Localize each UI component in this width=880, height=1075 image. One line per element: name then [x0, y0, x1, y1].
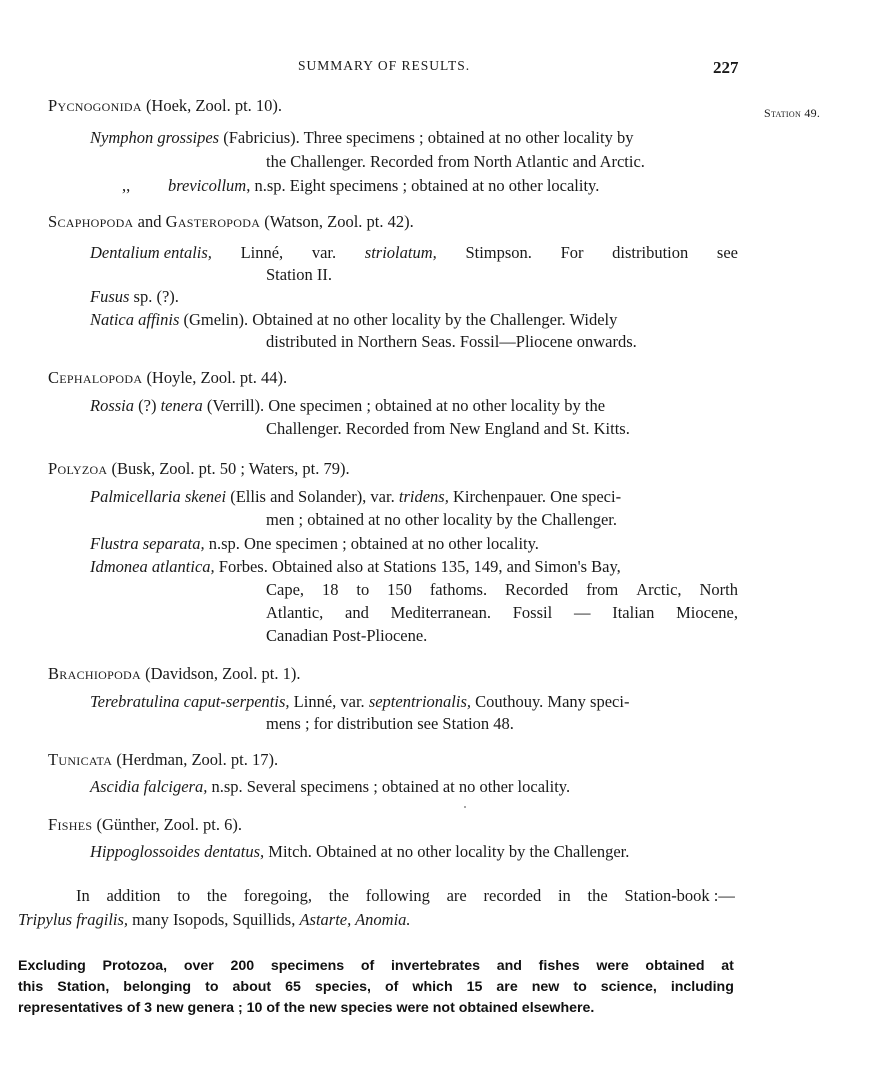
conjunction: and [133, 212, 166, 231]
word: North [699, 580, 738, 599]
scaphopoda-heading [48, 212, 414, 232]
word: following [365, 886, 430, 905]
entry-line: Canadian Post-Pliocene. [266, 626, 428, 645]
species-name: brevicollum [168, 176, 247, 195]
reference: (Davidson, Zool. pt. 1). [140, 664, 301, 683]
word: Atlantic, [266, 603, 324, 622]
species-name: Rossia [90, 396, 135, 415]
species-name: Hippoglossoides dentatus, [90, 842, 265, 861]
entry-line [168, 176, 599, 196]
word: Protozoa, [102, 958, 168, 974]
entry-line: Station II. [266, 265, 332, 284]
word: were [596, 958, 629, 974]
summary-line [18, 956, 734, 977]
fishes-heading [48, 815, 242, 835]
entry-text: sp. (?). [129, 287, 179, 306]
word: from [586, 580, 619, 599]
summary-paragraph [18, 956, 734, 1019]
word: Linné, [240, 243, 284, 262]
reference: (Hoyle, Zool. pt. 44). [142, 368, 288, 387]
group-name: Polyzoa [48, 459, 108, 478]
word: foregoing, [243, 886, 313, 905]
entry-line [90, 692, 629, 712]
entry-text: Couthouy. Many speci- [471, 692, 630, 711]
word: the [206, 886, 228, 905]
word: which [412, 979, 453, 995]
reference: (Herdman, Zool. pt. 17). [112, 750, 279, 769]
entry-text: (Gmelin). Obtained at no other locality by the Challenger. Widely [179, 310, 618, 329]
entry-text: Mitch. Obtained at no other locality by the Challenger. [264, 842, 630, 861]
word: Excluding [18, 958, 86, 974]
reference: (Hoek, Zool. pt. 10). [141, 96, 283, 115]
word: Arctic, [636, 580, 682, 599]
word: and [496, 958, 522, 974]
entry-text: (Fabricius). Three specimens ; obtained at no other locality by [219, 128, 634, 147]
species-name: Dentalium entalis, [90, 243, 212, 262]
word: invertebrates [390, 958, 481, 974]
word: Fossil [512, 603, 553, 622]
word: to [205, 979, 219, 995]
word: var. [311, 243, 337, 262]
reference: (Watson, Zool. pt. 42). [260, 212, 414, 231]
entry-line: distributed in Northern Seas. Fossil—Pliocene onwards. [266, 332, 637, 351]
entry-line [266, 580, 738, 600]
variety-name: tridens, [398, 487, 449, 506]
word: of [384, 979, 399, 995]
station-label: Station 49. [764, 106, 821, 120]
species-name: Astarte, Anomia. [299, 910, 411, 929]
entry-text: Forbes. Obtained also at Stations 135, 149, and Simon's Bay, [214, 557, 621, 576]
entry-line [90, 396, 605, 416]
word: fathoms. [429, 580, 488, 599]
entry-text: many Isopods, Squillids, [128, 910, 300, 929]
word: at [721, 958, 734, 974]
entry-line: the Challenger. Recorded from North Atlantic and Arctic. [266, 152, 645, 171]
word: For [560, 243, 584, 262]
word: to [573, 979, 587, 995]
entry-line: mens ; for distribution see Station 48. [266, 714, 514, 733]
word: in [557, 886, 571, 905]
group-name: Pycnogonida [48, 96, 142, 115]
species-name: tenera [160, 396, 203, 415]
species-name: Palmicellaria skenei [90, 487, 227, 506]
word: the [328, 886, 349, 905]
word: to [356, 580, 370, 599]
word: of [360, 958, 375, 974]
word: 150 [387, 580, 412, 599]
entry-text: (Ellis and Solander), var. [226, 487, 399, 506]
word: Recorded [505, 580, 569, 599]
entry-text: , n.sp. Eight specimens ; obtained at no other locality. [246, 176, 600, 195]
word: to [177, 886, 191, 905]
brachiopoda-heading [48, 664, 300, 684]
word: recorded [483, 886, 542, 905]
species-name: Tripylus fragilis, [18, 910, 129, 929]
entry-line [90, 557, 621, 577]
entry-line: men ; obtained at no other locality by the Challenger. [266, 510, 617, 529]
print-speck [464, 806, 466, 808]
word: Cape, [266, 580, 305, 599]
entry-line [90, 287, 179, 307]
word: Mediterranean. [390, 603, 491, 622]
station-book-line [18, 910, 411, 930]
species-name: Terebratulina caput-serpentis, [90, 692, 290, 711]
entry-line [90, 487, 621, 507]
group-name: Cephalopoda [48, 368, 143, 387]
group-name: Brachiopoda [48, 664, 141, 683]
species-name: Idmonea atlantica, [90, 557, 215, 576]
word: 15 [466, 979, 483, 995]
word: species, [314, 979, 371, 995]
word: about [232, 979, 272, 995]
word: obtained [645, 958, 705, 974]
word: science, [600, 979, 657, 995]
word: and [345, 603, 369, 622]
reference: (Busk, Zool. pt. 50 ; Waters, pt. 79). [107, 459, 350, 478]
station-book-line [76, 886, 735, 906]
summary-line: representatives of 3 new genera ; 10 of the new species were not obtained elsewhere. [18, 1000, 595, 1016]
word: are [446, 886, 467, 905]
entry-text: Linné, var. [289, 692, 369, 711]
group-name: Scaphopoda [48, 212, 134, 231]
word: are [496, 979, 518, 995]
word: In [76, 886, 90, 905]
entry-line [90, 777, 570, 797]
word: this [18, 979, 44, 995]
species-name: Fusus [90, 287, 130, 306]
word: belonging [123, 979, 192, 995]
word: including [670, 979, 734, 995]
variety-name: septentrionalis, [368, 692, 472, 711]
entry-line [90, 128, 633, 148]
word: 200 [230, 958, 255, 974]
word: the [587, 886, 608, 905]
entry-line [90, 310, 617, 330]
entry-line [90, 534, 539, 554]
group-name: Gasteropoda [165, 212, 261, 231]
pycnogonida-heading [48, 96, 282, 116]
word: Station, [57, 979, 110, 995]
species-name: Natica affinis [90, 310, 180, 329]
entry-text: (?) [134, 396, 161, 415]
word: distribution [612, 243, 689, 262]
word: — [573, 603, 591, 622]
word: Italian [612, 603, 655, 622]
species-name: Flustra separata, [90, 534, 205, 553]
species-name: Nymphon grossipes [90, 128, 220, 147]
entry-line [90, 842, 629, 862]
word: Station-book :— [624, 886, 735, 905]
entry-text: n.sp. Several specimens ; obtained at no other locality. [207, 777, 571, 796]
word: Stimpson. [465, 243, 532, 262]
polyzoa-heading [48, 459, 350, 479]
ditto-mark: ,, [122, 176, 131, 195]
word: fishes [538, 958, 580, 974]
reference: (Günther, Zool. pt. 6). [92, 815, 242, 834]
page-number: 227 [713, 58, 739, 77]
group-name: Fishes [48, 815, 93, 834]
summary-line [18, 977, 734, 998]
word: over [183, 958, 214, 974]
cephalopoda-heading [48, 368, 287, 388]
variety-name: striolatum, [364, 243, 437, 262]
word: specimens [270, 958, 345, 974]
entry-text: Kirchenpauer. One speci- [448, 487, 622, 506]
word: 18 [321, 580, 339, 599]
entry-line [266, 603, 738, 623]
group-name: Tunicata [48, 750, 113, 769]
entry-line: Challenger. Recorded from New England and St. Kitts. [266, 419, 630, 438]
species-name: Ascidia falcigera, [90, 777, 208, 796]
word: 65 [285, 979, 301, 995]
running-title: SUMMARY OF RESULTS. [298, 58, 471, 73]
word: Miocene, [676, 603, 738, 622]
word: new [531, 979, 560, 995]
entry-text: n.sp. One specimen ; obtained at no other locality. [204, 534, 539, 553]
entry-line [90, 243, 738, 263]
tunicata-heading [48, 750, 278, 770]
entry-text: (Verrill). One specimen ; obtained at no other locality by the [202, 396, 606, 415]
word: see [716, 243, 738, 262]
word: addition [106, 886, 161, 905]
